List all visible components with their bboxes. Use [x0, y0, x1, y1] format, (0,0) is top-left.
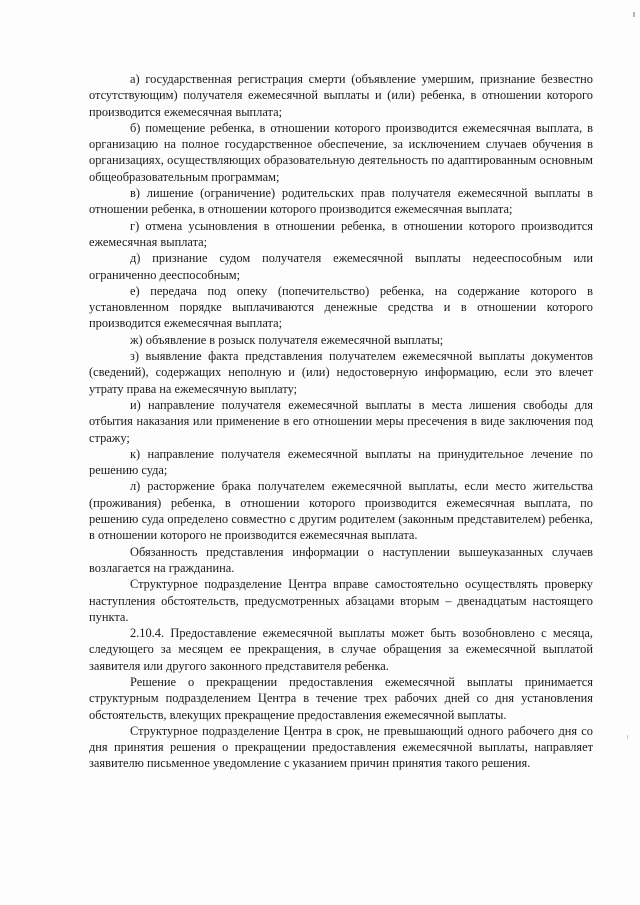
paragraph-e: е) передача под опеку (попечительство) ребенка, на содержание которого в установленном порядке выплачиваются денежные средства и в отношении которого производится ежемесячная выплата;: [89, 283, 593, 331]
paragraph-obligation: Обязанность представления информации о наступлении вышеуказанных случаев возлагается на гражданина.: [89, 544, 593, 575]
paragraph-2-10-4: 2.10.4. Предоставление ежемесячной выплаты может быть возобновлено с месяца, следующего за месяцем ее прекращения, в случае обращения за ежемесячной выплатой заявителя или другого законного представителя ребенка.: [89, 626, 593, 673]
paragraph-notification: Структурное подразделение Центра в срок, не превышающий одного рабочего дня со дня принятия решения о прекращении предоставления ежемесячной выплаты, направляет заявителю письменное уведомление с указанием причин принятия такого решения.: [89, 723, 593, 771]
paragraph-i: и) направление получателя ежемесячной выплаты в места лишения свободы для отбытия наказания или применение в его отношении меры пресечения в виде заключения под стражу;: [89, 397, 593, 445]
paragraph-decision: Решение о прекращении предоставления ежемесячной выплаты принимается структурным подразделением Центра в течение трех рабочих дней со дня установления обстоятельств, влекущих прекращение предоставления ежемесячной выплаты.: [89, 674, 593, 722]
paragraph-b: б) помещение ребенка, в отношении которого производится ежемесячная выплата, в организацию на полное государственное обеспечение, за исключением случаев обучения в организациях, осуществляющих образовательную деятельность по адаптированным основным общеобразовательным программам;: [89, 120, 593, 184]
scan-mark: [633, 12, 635, 17]
paragraph-g: г) отмена усыновления в отношении ребенка, в отношении которого производится ежемесячная выплата;: [89, 218, 593, 249]
paragraph-k: к) направление получателя ежемесячной выплаты на принудительное лечение по решению суда;: [89, 446, 593, 478]
paragraph-a: а) государственная регистрация смерти (объявление умершим, признание безвестно отсутствующим) получателя ежемесячной выплаты и (или) ребенка, в отношении которого производится ежемесячная выплата;: [89, 72, 593, 119]
paragraph-zh: ж) объявление в розыск получателя ежемесячной выплаты;: [130, 332, 444, 347]
paragraph-verification: Структурное подразделение Центра вправе самостоятельно осуществлять проверку наступления обстоятельств, предусмотренных абзацами вторым – двенадцатым настоящего пункта.: [89, 577, 593, 624]
document-body: [89, 71, 593, 772]
paragraph-v: в) лишение (ограничение) родительских прав получателя ежемесячной выплаты в отношении ребенка, в отношении которого производится ежемесячная выплата;: [89, 186, 593, 217]
paragraph-d: д) признание судом получателя ежемесячной выплаты недееспособным или ограниченно дееспособным;: [89, 251, 593, 282]
paragraph-l: л) расторжение брака получателем ежемесячной выплаты, если место жительства (проживания) ребенка, в отношении которого производится ежемесячная выплата, по решению суда определено совместно с другим родителем (законным представителем) ребенка, в отношении которого не производится ежемесячная выплата.: [89, 479, 593, 543]
paragraph-z: з) выявление факта представления получателем ежемесячной выплаты документов (сведений), содержащих неполную и (или) недостоверную информацию, если это влечет утрату права на ежемесячную выплату;: [89, 349, 593, 396]
scan-mark: [627, 735, 628, 739]
